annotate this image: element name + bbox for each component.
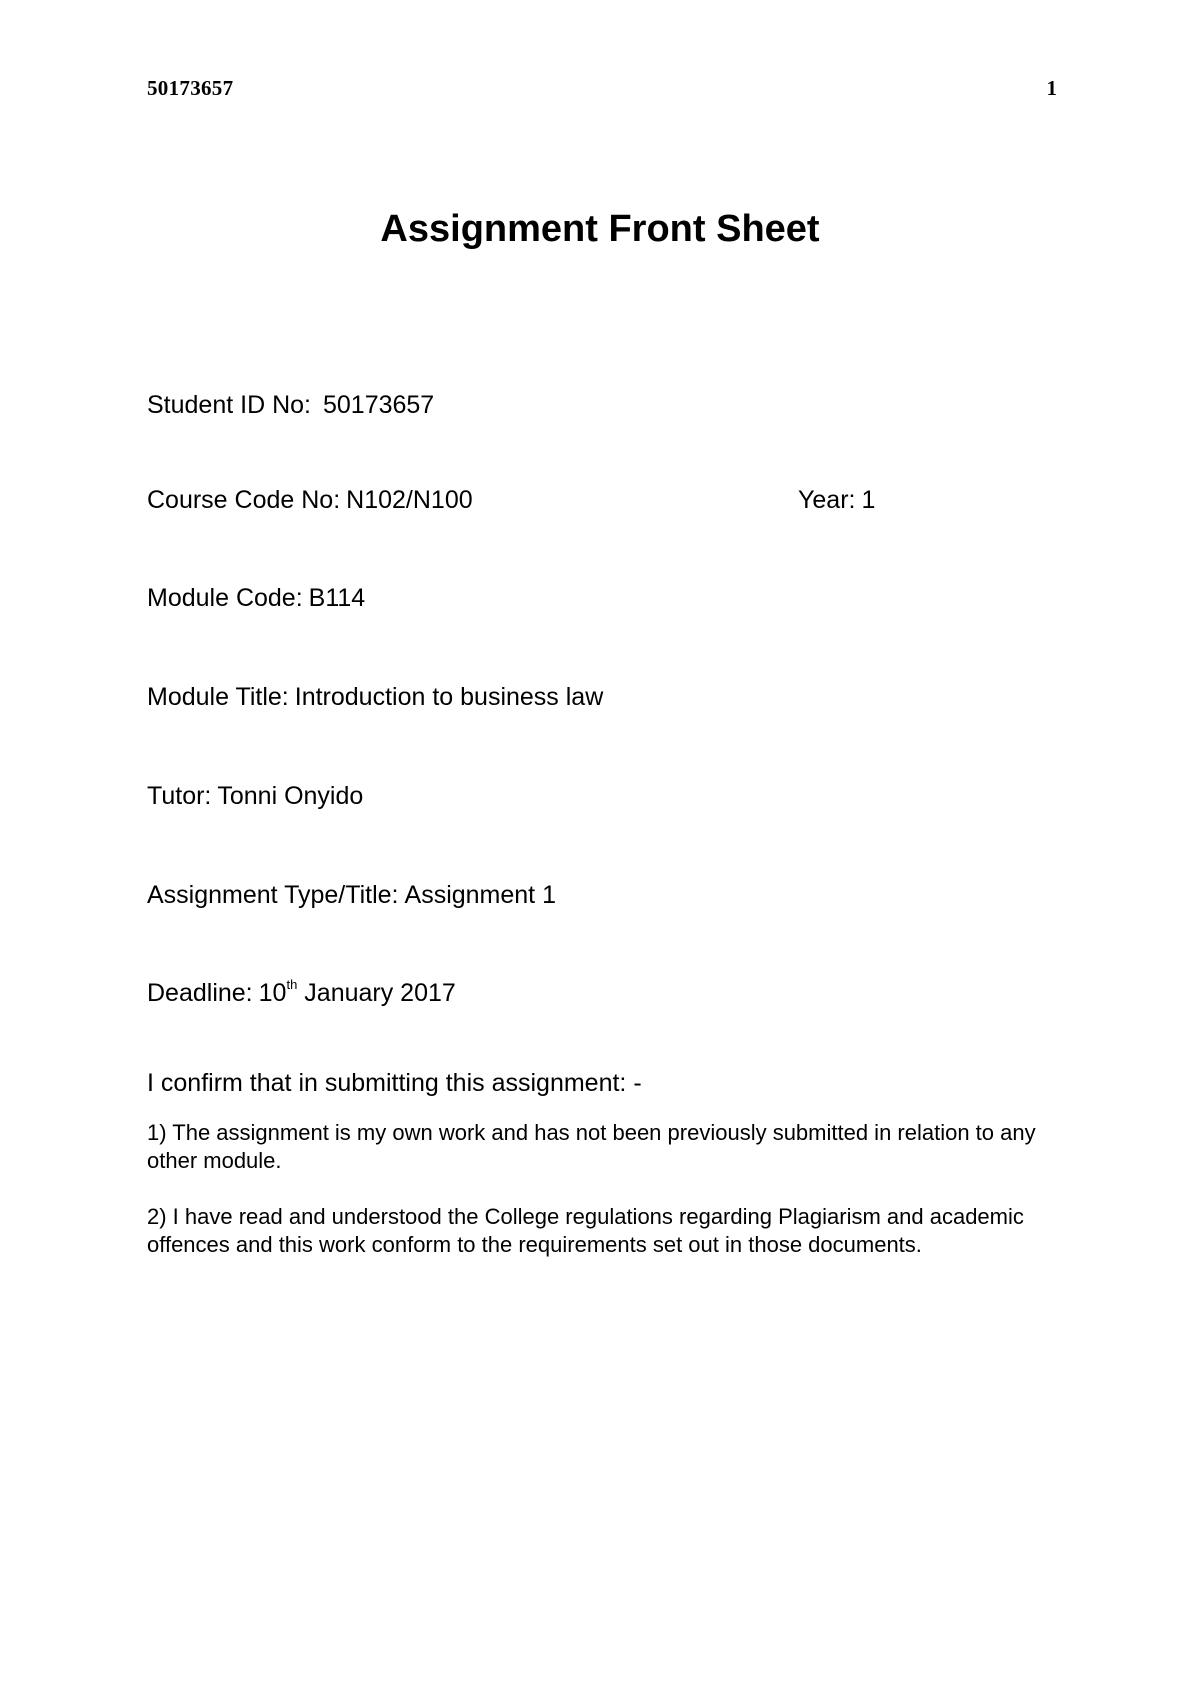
tutor-label: Tutor: bbox=[147, 782, 212, 810]
page-title: Assignment Front Sheet bbox=[380, 208, 820, 250]
deadline-ordinal: th bbox=[286, 976, 298, 992]
deadline-rest: January 2017 bbox=[304, 979, 456, 1007]
tutor-value: Tonni Onyido bbox=[217, 782, 364, 810]
course-code-value: N102/N100 bbox=[346, 486, 473, 514]
assignment-type-label: Assignment Type/Title: bbox=[147, 881, 399, 909]
header-page-number: 1 bbox=[1046, 76, 1057, 100]
year-value: 1 bbox=[861, 486, 876, 514]
module-title-value: Introduction to business law bbox=[294, 683, 604, 711]
module-code-value: B114 bbox=[308, 584, 366, 612]
course-code-label: Course Code No: bbox=[147, 486, 341, 514]
year-label: Year: bbox=[798, 486, 856, 514]
header-student-id: 50173657 bbox=[147, 76, 234, 100]
deadline-label: Deadline: bbox=[147, 979, 253, 1007]
assignment-type-value: Assignment 1 bbox=[404, 881, 556, 909]
year-field bbox=[798, 485, 875, 515]
deadline-field bbox=[147, 978, 456, 1008]
course-code-field bbox=[147, 485, 473, 515]
deadline-day: 10 bbox=[258, 979, 287, 1007]
confirmation-statement-1: 1) The assignment is my own work and has not been previously submitted in relation to any other module. bbox=[147, 1120, 1036, 1173]
student-id-field bbox=[147, 390, 434, 420]
module-title-label: Module Title: bbox=[147, 683, 289, 711]
assignment-type-field bbox=[147, 880, 556, 910]
module-title-field bbox=[147, 682, 603, 712]
student-id-label: Student ID No: bbox=[147, 391, 311, 419]
tutor-field bbox=[147, 781, 363, 811]
student-id-value: 50173657 bbox=[322, 391, 435, 419]
confirmation-heading: I confirm that in submitting this assignment: - bbox=[147, 1069, 642, 1097]
confirmation-statement-2: 2) I have read and understood the College regulations regarding Plagiarism and academic offences and this work conform to the requirements set out in those documents. bbox=[147, 1204, 1024, 1257]
module-code-label: Module Code: bbox=[147, 584, 303, 612]
module-code-field bbox=[147, 583, 365, 613]
